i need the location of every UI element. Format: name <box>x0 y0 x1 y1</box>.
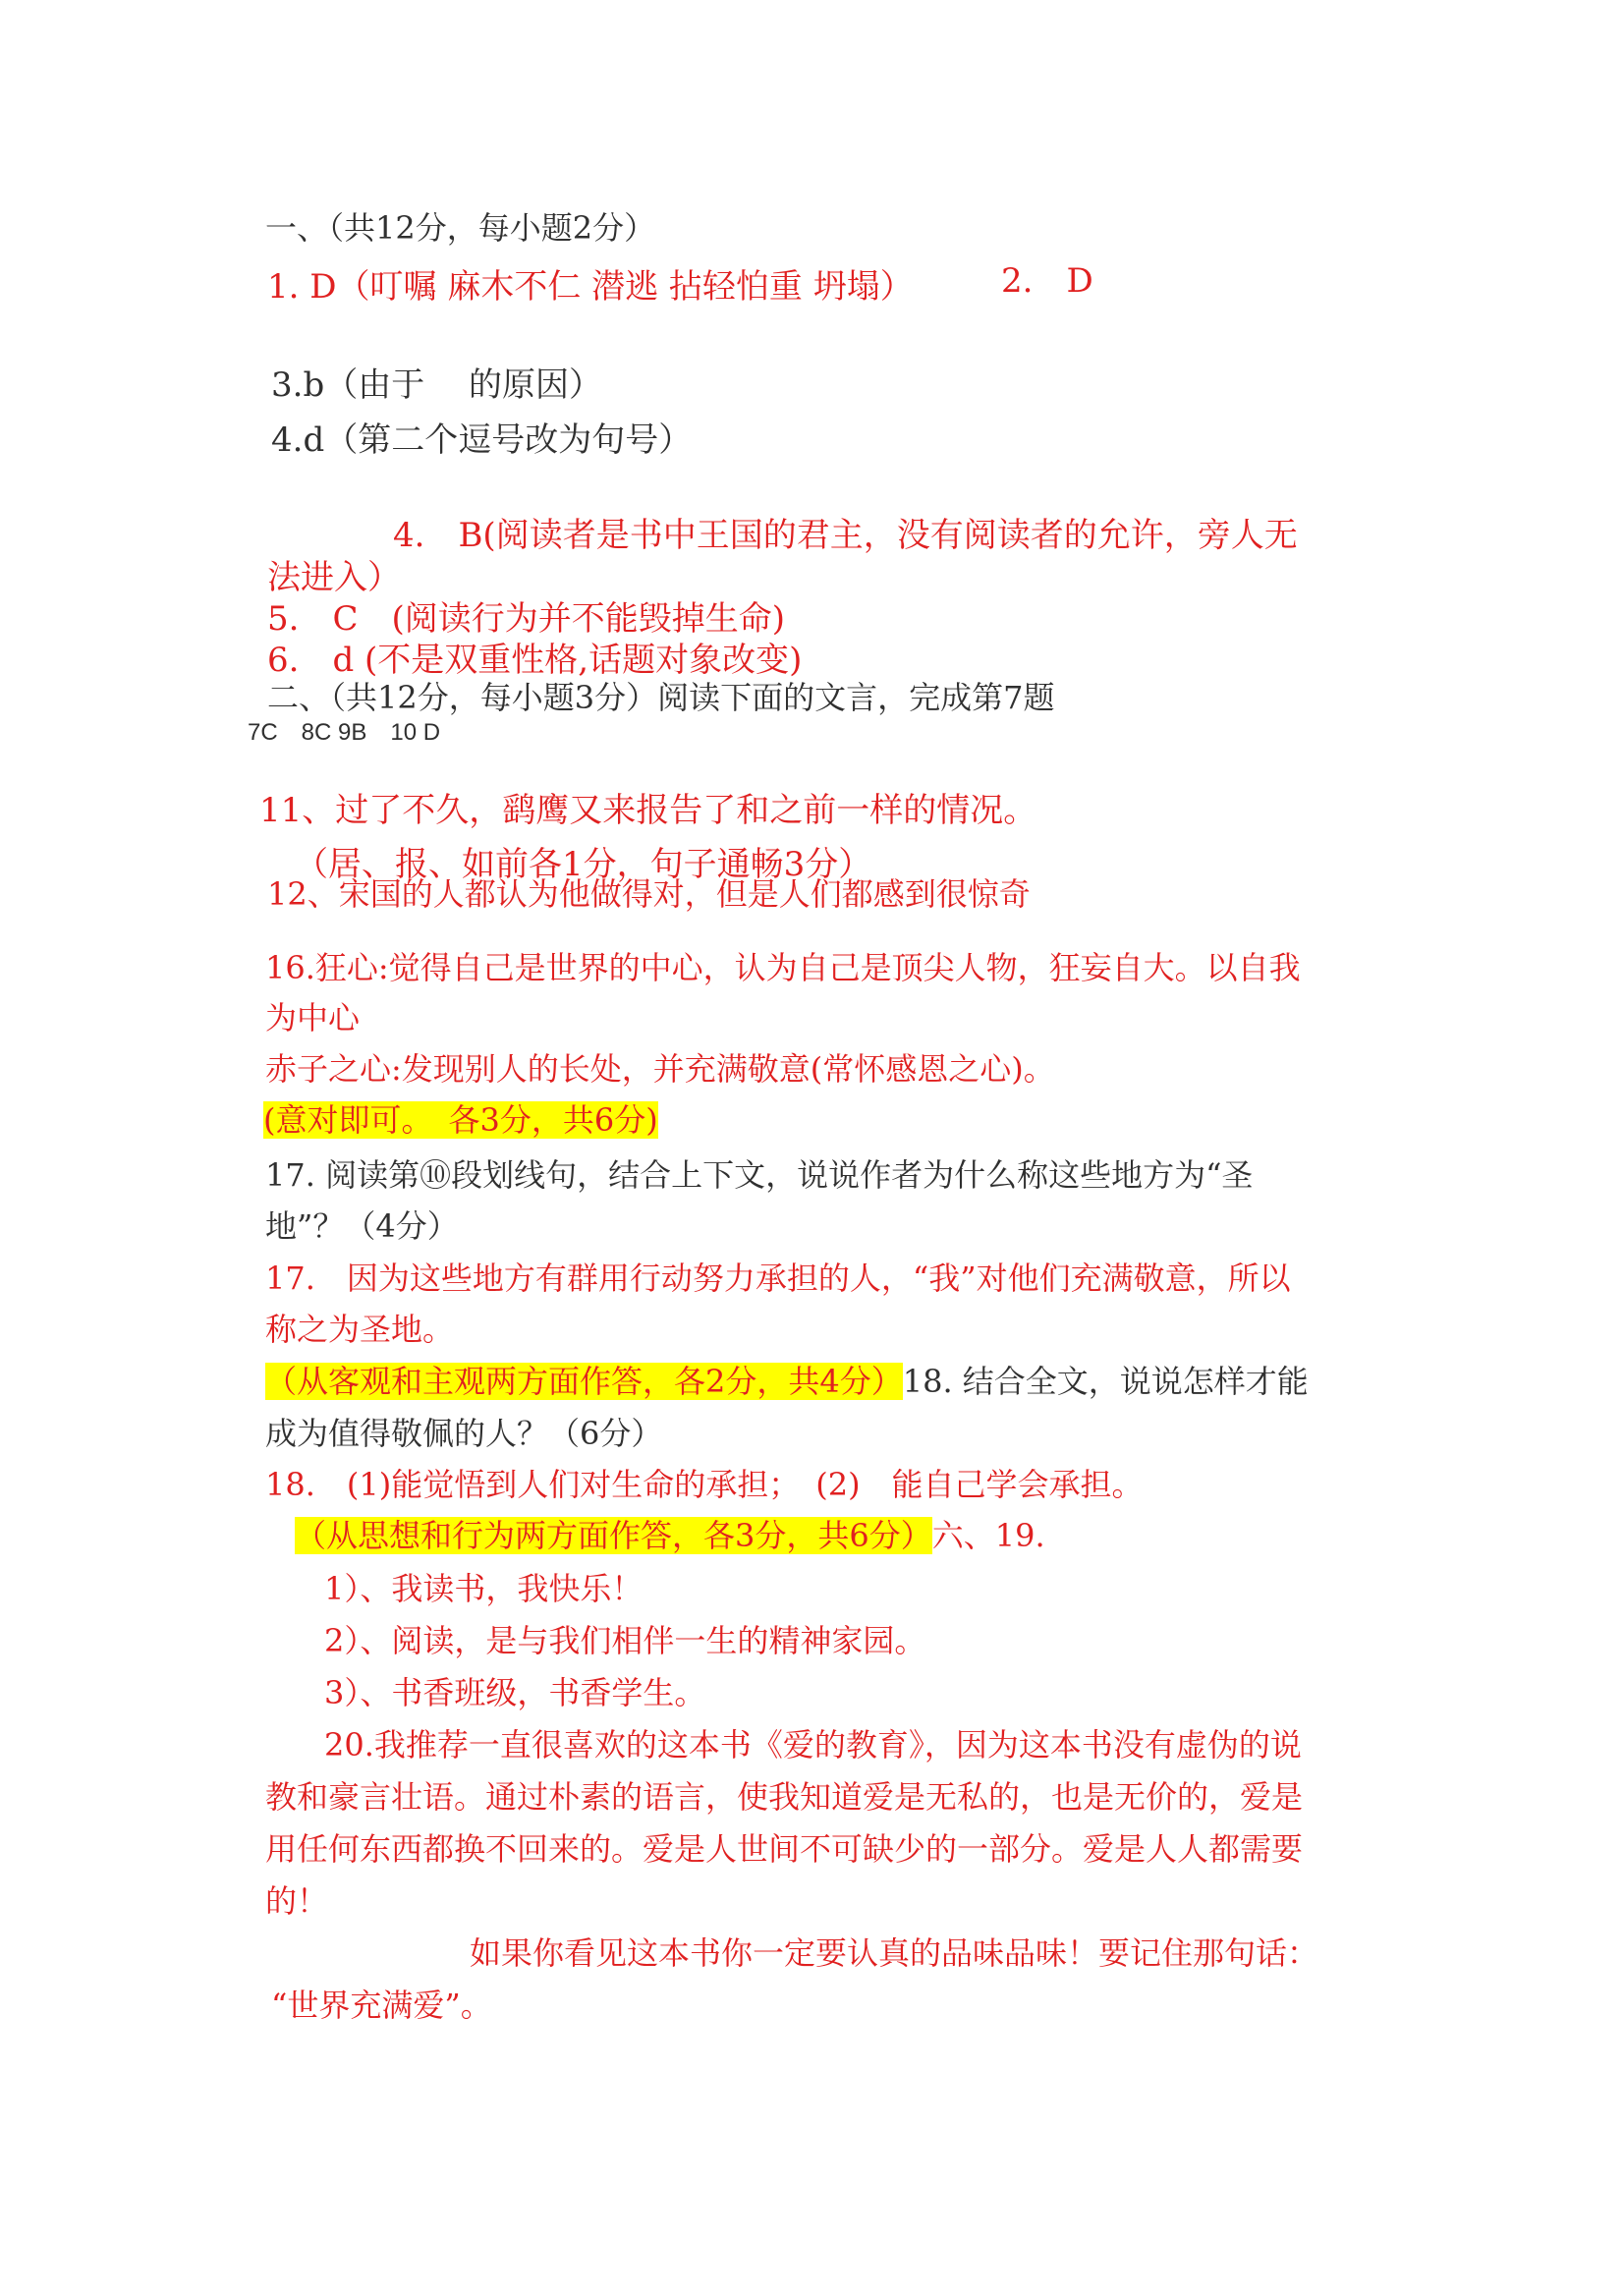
question-q18-line1: 18. 结合全文，说说怎样才能 <box>902 1363 1309 1400</box>
answer-q20-line4: 的！ <box>265 1882 329 1920</box>
answer-q17-line2: 称之为圣地。 <box>265 1311 455 1348</box>
answer-q3: 3.b（由于 的原因） <box>271 365 603 405</box>
score-note-q18: （从思想和行为两方面作答，各3分，共6分） <box>295 1517 932 1554</box>
score-note-q16-text: (意对即可。 各3分，共6分) <box>263 1101 658 1139</box>
section-heading-cut-top-text: 一、（共12分，每小题2分） <box>265 209 656 247</box>
answer-q12-cut <box>267 875 1031 913</box>
answer-q6: 6. d (不是双重性格,话题对象改变) <box>267 641 803 680</box>
answer-q2: 2. D <box>1001 261 1093 301</box>
answer-q16-line1: 16.狂心:觉得自己是世界的中心，认为自己是顶尖人物，狂妄自大。以自我 <box>265 949 1301 986</box>
answer-q4b-line2: 法进入） <box>267 558 401 597</box>
question-q17-line2: 地”？（4分） <box>265 1207 459 1245</box>
section-heading-cut-bottom-text: 二、（共12分，每小题3分）阅读下面的文言，完成第7题 <box>267 679 1055 716</box>
question-q18-line2: 成为值得敬佩的人？（6分） <box>265 1415 663 1452</box>
answer-q18: 18. (1)能觉悟到人们对生命的承担； (2) 能自己学会承担。 <box>265 1466 1144 1503</box>
q18-score-q19-label <box>295 1517 1045 1554</box>
answer-q12-cut-text: 12、宋国的人都认为他做得对，但是人们都感到很惊奇 <box>267 875 1031 913</box>
answer-q17-line1: 17. 因为这些地方有群用行动努力承担的人，“我”对他们充满敬意，所以 <box>265 1260 1291 1297</box>
answer-q20-line2: 教和豪言壮语。通过朴素的语言，使我知道爱是无私的，也是无价的，爱是 <box>265 1778 1304 1816</box>
answer-q4b-line1: 4. B(阅读者是书中王国的君主，没有阅读者的允许，旁人无 <box>393 516 1298 555</box>
answer-q20-line3: 用任何东西都换不回来的。爱是人世间不可缺少的一部分。爱是人人都需要 <box>265 1830 1304 1868</box>
score-note-q16 <box>263 1101 658 1139</box>
section-heading-cut-bottom <box>267 679 1055 716</box>
q19-item-3: 3）、书香班级，书香学生。 <box>324 1674 706 1711</box>
answer-q1: 1. D（叮嘱 麻木不仁 潜逃 拈轻怕重 坍塌） <box>267 267 914 307</box>
answer-q16-line3: 赤子之心:发现别人的长处，并充满敬意(常怀感恩之心)。 <box>265 1050 1055 1088</box>
answer-q20-line6: “世界充满爱”。 <box>271 1987 492 2024</box>
answer-q11-line1: 11、过了不久，鹞鹰又来报告了和之前一样的情况。 <box>259 791 1037 830</box>
answer-q16-line2: 为中心 <box>265 999 361 1036</box>
answer-q20-line1: 20.我推荐一直很喜欢的这本书《爱的教育》，因为这本书没有虚伪的说 <box>324 1726 1302 1764</box>
section-heading-cut-top <box>265 209 656 247</box>
q19-item-1: 1）、我读书，我快乐！ <box>324 1570 644 1607</box>
answer-q5: 5. C (阅读行为并不能毁掉生命) <box>267 599 785 639</box>
q19-label: 六、19. <box>931 1517 1045 1554</box>
score-note-q17: （从客观和主观两方面作答，各2分，共4分） <box>265 1363 903 1400</box>
q17-score-q18-question <box>265 1363 1309 1400</box>
mc-answers-line: 7C 8C 9B 10 D <box>248 719 441 746</box>
question-q17-line1: 17. 阅读第⑩段划线句，结合上下文，说说作者为什么称这些地方为“圣 <box>265 1156 1254 1194</box>
answer-q11-line2: （居、报、如前各1分，句子通畅3分） <box>295 845 872 884</box>
answer-q20-line5: 如果你看见这本书你一定要认真的品味品味！要记住那句话： <box>470 1934 1319 1972</box>
answer-q4: 4.d（第二个逗号改为句号） <box>271 420 693 460</box>
q19-item-2: 2）、阅读，是与我们相伴一生的精神家园。 <box>324 1622 926 1659</box>
